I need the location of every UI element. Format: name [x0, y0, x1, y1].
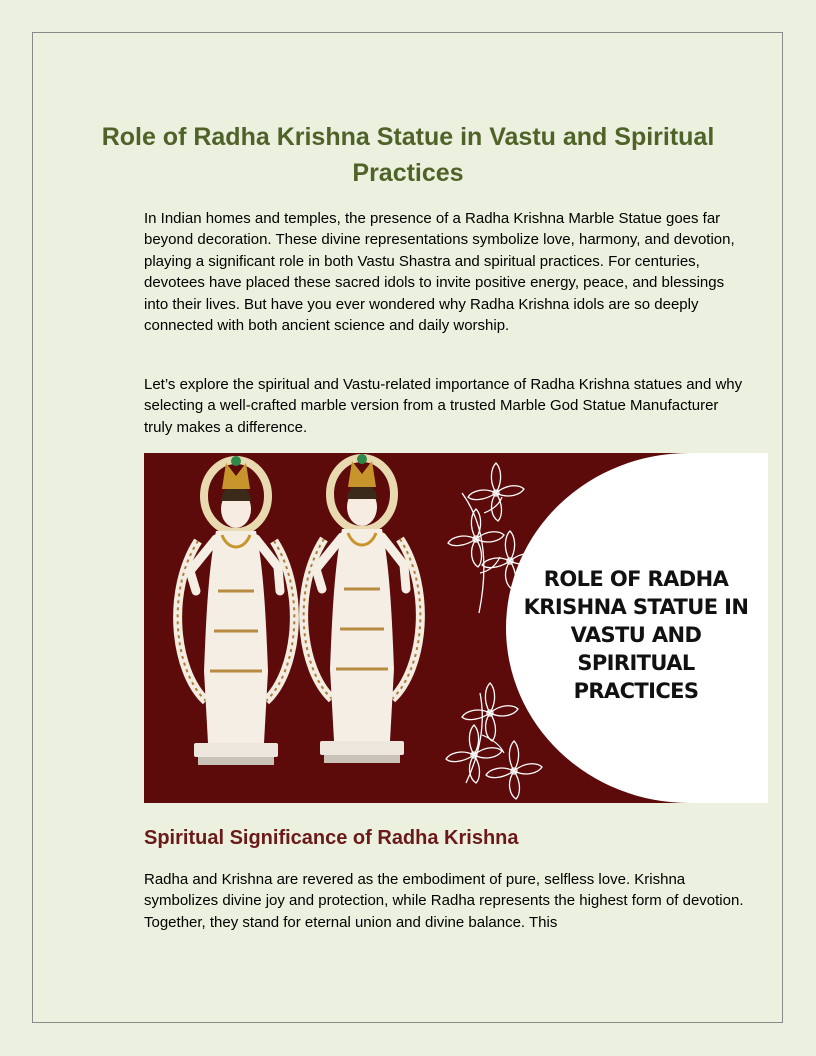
krishna-statue [178, 456, 295, 765]
page-title: Role of Radha Krishna Statue in Vastu and Spiritual Practices [101, 123, 715, 187]
second-paragraph: Let’s explore the spiritual and Vastu-related importance of Radha Krishna statues and why selecting a well-crafted marble version from a trusted Marble God Statue Manufacturer truly makes a difference. [144, 376, 743, 436]
section-paragraph: Radha and Krishna are revered as the embodiment of pure, selfless love. Krishna symbolizes divine joy and protection, while Radha represents the highest form of devotion. Together, they stand for eternal union and divine balance. This [144, 871, 744, 931]
banner-image [144, 453, 768, 803]
intro-paragraph: In Indian homes and temples, the presence of a Radha Krishna Marble Statue goes far beyond decoration. These divine representations symbolize love, harmony, and devotion, playing a significant role in both Vastu Shastra and spiritual practices. For centuries, devotees have placed these sacred idols to invite positive energy, peace, and blessings into their lives. But have you ever wondered why Radha Krishna idols are so deeply connected with both ancient science and daily worship. [144, 210, 735, 335]
banner-title: ROLE OF RADHA KRISHNA STATUE IN VASTU AND SPIRITUAL PRACTICES [523, 567, 749, 703]
radha-statue [304, 454, 421, 763]
section-heading: Spiritual Significance of Radha Krishna [144, 827, 519, 849]
